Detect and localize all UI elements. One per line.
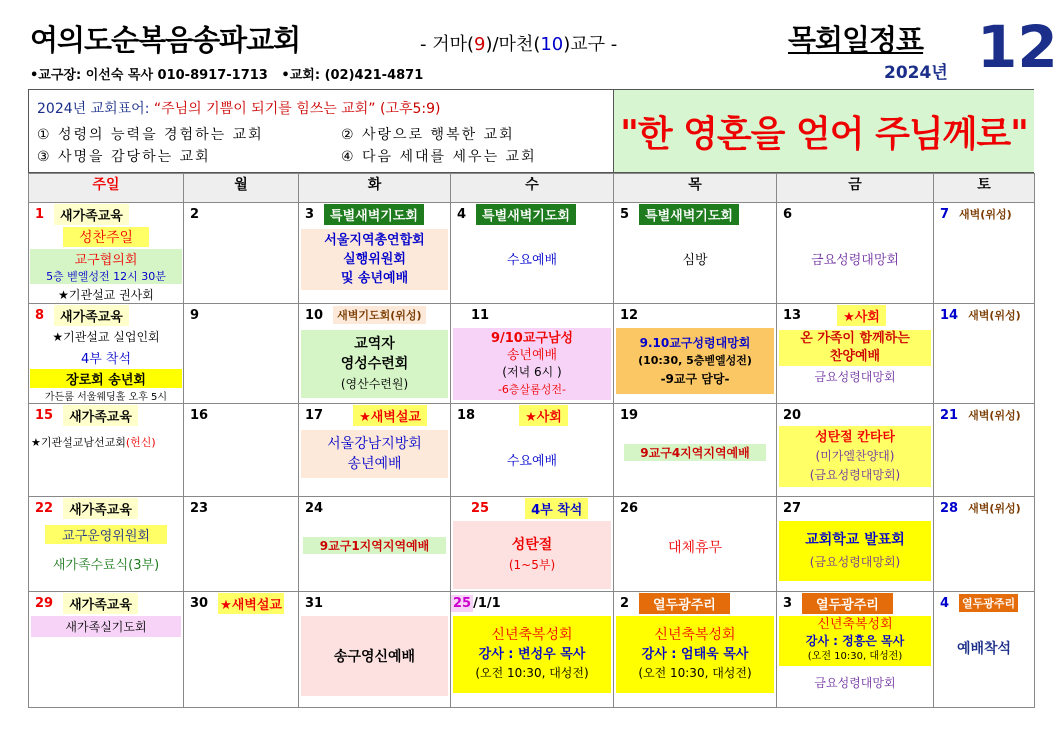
day-cell: 9 [184,304,299,404]
day-cell: 5 특별새벽기도회 심방 [614,203,777,304]
day-cell: 4 열두광주리 예배착석 [934,592,1035,708]
day-cell: 18 ★사회 수요예배 [451,404,614,497]
day-cell: 12 9.10교구성령대망회 (10:30, 5층벧엘성전) -9교구 담당- [614,304,777,404]
day-cell: 15 새가족교육 ★기관설교남선교회(헌신) [29,404,184,497]
day-cell: 25 4부 착석 성탄절 (1~5부) [451,497,614,592]
month-number: 12 [977,13,1058,81]
church-motto: 2024년 교회표어: “주님의 기쁨이 되기를 힘쓰는 교회” (고후5:9) [37,101,441,117]
day-cell: 31 송구영신예배 [299,592,451,708]
day-cell: 24 9교구1지역지역예배 [299,497,451,592]
calendar-grid [28,173,1035,708]
day-cell: 1 새가족교육 성찬주일 교구협의회 5층 벧엘성전 12시 30분 ★기관설교 권사회 [29,203,184,304]
day-cell: 20 성탄절 칸타타 (미가엘찬양대) (금요성령대망회) [777,404,934,497]
day-cell: 22 새가족교육 교구운영위원회 새가족수료식(3부) [29,497,184,592]
district-label: - 거마(9)/마천(10)교구 - [420,34,618,55]
goal-2: ② 사랑으로 행복한 교회 [341,127,515,143]
day-cell: 14 새벽(위성) [934,304,1035,404]
day-cell: 30 ★새벽설교 [184,592,299,708]
day-cell: 16 [184,404,299,497]
contact-line: •교구장: 이선숙 목사 010-8917-1713 •교회: (02)421-4871 [30,68,424,83]
day-cell: 8 새가족교육 ★기관설교 실업인회 4부 착석 장로회 송년회 가든룸 서울웨딩홀 오후 5시 [29,304,184,404]
day-cell: 11 9/10교구남성 송년예배 (저녁 6시 ) -6층살롬성전- [451,304,614,404]
day-cell: 17 ★새벽설교 서울강남지방회 송년예배 [299,404,451,497]
weekday-wed: 수 [451,174,614,203]
day-cell: 21 새벽(위성) [934,404,1035,497]
day-cell: 19 9교구4지역지역예배 [614,404,777,497]
year-label: 2024년 [884,63,948,83]
weekday-sat: 토 [934,174,1035,203]
day-cell: 29 새가족교육 새가족실기도회 [29,592,184,708]
day-cell: 28 새벽(위성) [934,497,1035,592]
day-cell: 6 금요성령대망회 [777,203,934,304]
schedule-title: 목회일정표 [788,23,924,57]
weekday-sun: 주일 [29,174,184,203]
day-cell: 13 ★사회 온 가족이 함께하는 찬양예배 금요성령대망회 [777,304,934,404]
day-cell: 3 열두광주리 신년축복성회 강사 : 정흥은 목사 (오전 10:30, 대성전) 금요성령대망회 [777,592,934,708]
day-cell: 2 열두광주리 신년축복성회 강사 : 엄태욱 목사 (오전 10:30, 대성전) [614,592,777,708]
day-cell: 10 새벽기도회(위성) 교역자 영성수련회 (영산수련원) [299,304,451,404]
day-cell: 25 /1/1 신년축복성회 강사 : 변성우 목사 (오전 10:30, 대성전) [451,592,614,708]
weekday-fri: 금 [777,174,934,203]
day-cell: 7 새벽(위성) [934,203,1035,304]
slogan: "한 영혼을 얻어 주님께로" [613,90,1034,172]
day-cell: 27 교회학교 발표회 (금요성령대망회) [777,497,934,592]
motto-banner [28,89,1034,173]
goal-3: ③ 사명을 감당하는 교회 [37,149,211,165]
goal-1: ① 성령의 능력을 경험하는 교회 [37,127,264,143]
weekday-tue: 화 [299,174,451,203]
weekday-mon: 월 [184,174,299,203]
day-cell: 4 특별새벽기도회 수요예배 [451,203,614,304]
goal-4: ④ 다음 세대를 세우는 교회 [341,149,537,165]
day-cell: 3 특별새벽기도회 서울지역총연합회 실행위원회 및 송년예배 [299,203,451,304]
day-cell: 2 [184,203,299,304]
weekday-thu: 목 [614,174,777,203]
day-cell: 23 [184,497,299,592]
church-name: 여의도순복음송파교회 [30,23,301,57]
day-cell: 26 대체휴무 [614,497,777,592]
